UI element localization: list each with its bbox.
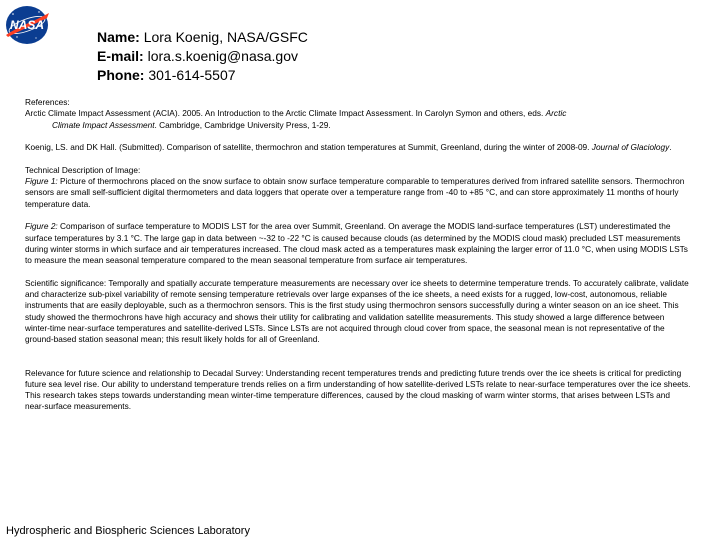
ref1-italic-a: Arctic <box>545 108 567 119</box>
phone-label: Phone: <box>97 67 145 83</box>
email-value: lora.s.koenig@nasa.gov <box>147 48 298 64</box>
figure1-label: Figure 1: <box>25 176 58 187</box>
phone-value: 301-614-5507 <box>148 67 236 83</box>
ref1-text: Arctic Climate Impact Assessment (ACIA). 2005. An Introduction to the Arctic Climate Impact Assessment. In Carolyn Symon and others, eds. <box>25 108 546 119</box>
reference-koenig <box>25 142 691 153</box>
nasa-logo-text: NASA <box>9 18 45 32</box>
nasa-logo <box>3 4 51 46</box>
figure2-text: Comparison of surface temperature to MODIS LST for the area over Summit, Greenland. On average the MODIS land-surface temperatures (LST) underestimated the surface temperatures by 3.1 °C. The large gap in data between ~-32 to -22 °C is caused because clouds (as determined by the MODIS cloud mask) precluded LST measurements during winter storms in which surface and air temperatures increased. The cloud mask acted as a temperatures mask explaining the larger error of 11.0 °C, when using MODIS LSTs to measure the mean seasonal temperature compared to the mean seasonal temperature from surface air temperatures. <box>25 221 688 266</box>
contact-email-line <box>97 47 308 66</box>
ref1-italic-b: Climate Impact Assessment <box>52 119 155 130</box>
scientific-significance: Scientific significance: Temporally and spatially accurate temperature measurements are necessary over ice sheets to determine temperature trends. To accurately calibrate, validate and characterize sub-pixel variability of remote sensing temperature retrievals over large expanses of the ice sheets, a need exists for a rugged, low-cost, autonomous, reliable instruments that are easily deployable, such as a thermochron sensors. This is the first study using thermochron sensors successfully during a winter season on an ice sheet. This study showed the thermochrons have high accuracy and shows their utility for calibrating and validation satellite measurements. This study showed a large difference between winter-time near-surface temperatures and satellite-derived LSTs. Since LSTs are not acquired through cloud cover from space, the seasonal mean is not representative of the ground-based station seasonal mean; this result likely holds for all of Greenland. <box>25 277 689 345</box>
name-label: Name: <box>97 29 140 45</box>
ref2-text: Koenig, LS. and DK Hall. (Submitted). Comparison of satellite, thermochron and station temperatures at Summit, Greenland, during the winter of 2008-09. <box>25 142 592 153</box>
ref2-tail: . <box>669 142 672 153</box>
ref1-indent <box>25 120 331 130</box>
email-label: E-mail: <box>97 48 144 64</box>
name-value: Lora Koenig, NASA/GSFC <box>143 29 308 45</box>
contact-block <box>97 28 308 85</box>
figure2-label: Figure 2: <box>25 221 58 232</box>
footer-lab-name: Hydrospheric and Biospheric Sciences Laboratory <box>6 525 250 537</box>
reference-acia <box>25 108 691 131</box>
contact-name-line <box>97 28 308 47</box>
figure1-description <box>25 176 691 210</box>
contact-phone-line <box>97 66 308 85</box>
figure2-description <box>25 221 691 266</box>
technical-heading: Technical Description of Image: <box>25 164 141 175</box>
figure1-text: Picture of thermochrons placed on the snow surface to obtain snow surface temperature comparable to temperatures derived from infrared satellite sensors. Thermochron sensors are small self-sufficient digital thermometers and data loggers that operate over a temperature range from -40 to +85 °C, and can store approximately 11 months of hourly temperature data. <box>25 176 685 209</box>
references-heading: References: <box>25 97 70 107</box>
document-body <box>25 97 691 413</box>
ref1-tail: . Cambridge, Cambridge University Press, 1-29. <box>154 119 331 130</box>
relevance-paragraph: Relevance for future science and relationship to Decadal Survey: Understanding recent temperatures trends and predicting future trends over the ice sheets is critical for predicting future sea level rise. Our ability to understand temperature trends relies on a firm understanding of how satellite-derived LSTs relate to near-surface temperatures over the ice sheets. This research takes steps towards understanding mean winter-time temperature differences, caused by the cloud masking of warm winter storms, that arises between LSTs and near-surface measurements. <box>25 367 691 412</box>
ref2-journal: Journal of Glaciology <box>591 142 670 153</box>
